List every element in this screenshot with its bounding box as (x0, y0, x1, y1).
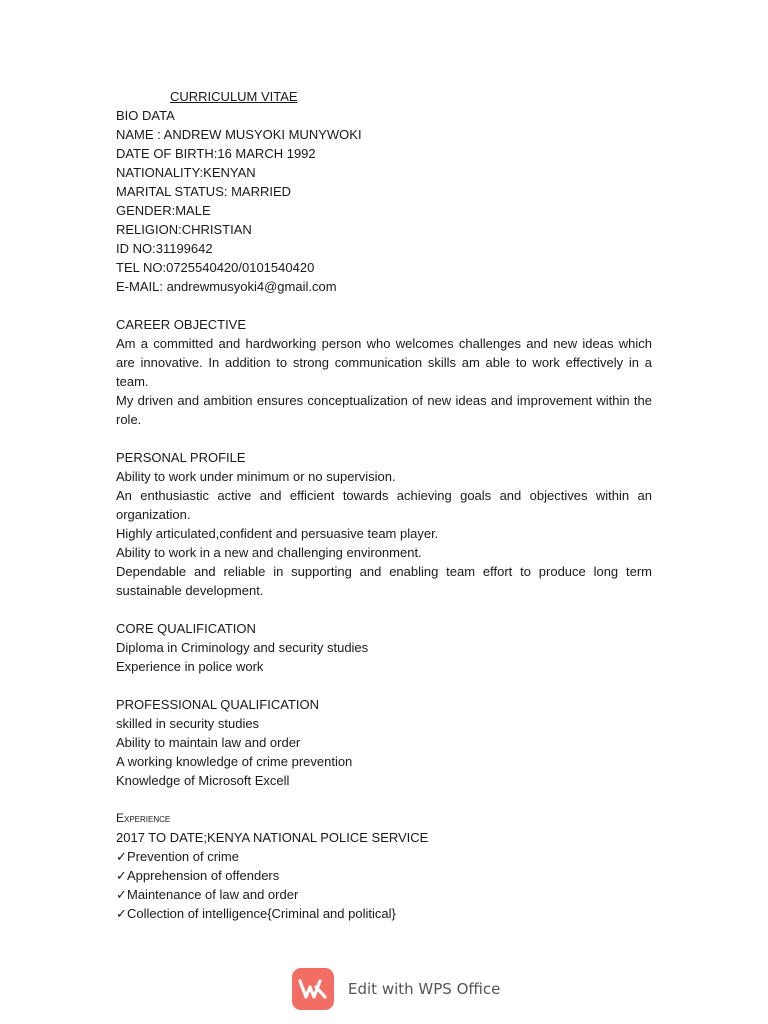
professional-line: Ability to maintain law and order (116, 735, 301, 750)
bio-line-religion: RELIGION:CHRISTIAN (116, 222, 252, 237)
experience-item (116, 904, 652, 923)
professional-line: skilled in security studies (116, 716, 260, 731)
experience-item (116, 866, 652, 885)
experience-item (116, 885, 652, 904)
bio-line-marital: MARITAL STATUS: MARRIED (116, 184, 292, 199)
experience-item (116, 847, 652, 866)
experience-heading: Experience (116, 811, 171, 825)
professional-heading: PROFESSIONAL QUALIFICATION (116, 697, 319, 712)
spacer (116, 790, 652, 809)
profile-paragraph: Ability to work under minimum or no supervision. (116, 469, 396, 484)
cv-content (116, 87, 652, 923)
experience-item-label: Prevention of crime (127, 849, 239, 864)
wps-edit-badge[interactable] (292, 968, 500, 1010)
spacer (116, 676, 652, 695)
check-icon: ✓ (116, 887, 127, 902)
experience-item-label: Maintenance of law and order (127, 887, 299, 902)
profile-paragraph: Ability to work in a new and challenging environment. (116, 545, 422, 560)
profile-heading: PERSONAL PROFILE (116, 450, 246, 465)
bio-line-tel: TEL NO:0725540420/0101540420 (116, 260, 315, 275)
wps-edit-label: Edit with WPS Office (348, 980, 501, 998)
profile-paragraph: Highly articulated,confident and persuasive team player. (116, 526, 439, 541)
bio-line-dob: DATE OF BIRTH:16 MARCH 1992 (116, 146, 316, 161)
core-line: Experience in police work (116, 659, 264, 674)
core-heading: CORE QUALIFICATION (116, 621, 256, 636)
bio-line-nationality: NATIONALITY:KENYAN (116, 165, 256, 180)
core-line: Diploma in Criminology and security studies (116, 640, 369, 655)
bio-line-name: NAME : ANDREW MUSYOKI MUNYWOKI (116, 127, 362, 142)
experience-item-label: Collection of intelligence{Criminal and political} (127, 906, 396, 921)
bio-line-id: ID NO:31199642 (116, 241, 213, 256)
bio-line-gender: GENDER:MALE (116, 203, 211, 218)
career-paragraph: Am a committed and hardworking person who welcomes challenges and new ideas which are innovative. In addition to strong communication skills am able to work effectively in a team. (116, 336, 652, 389)
experience-item-label: Apprehension of offenders (127, 868, 280, 883)
career-heading: CAREER OBJECTIVE (116, 317, 247, 332)
professional-line: Knowledge of Microsoft Excell (116, 773, 290, 788)
professional-line: A working knowledge of crime prevention (116, 754, 353, 769)
spacer (116, 600, 652, 619)
spacer (116, 296, 652, 315)
check-icon: ✓ (116, 849, 127, 864)
wps-logo-icon (292, 968, 334, 1010)
bio-heading: BIO DATA (116, 108, 175, 123)
cv-title: CURRICULUM VITAE (170, 89, 298, 104)
check-icon: ✓ (116, 906, 127, 921)
profile-paragraph: Dependable and reliable in supporting and enabling team effort to produce long term sustainable development. (116, 564, 652, 598)
experience-line: 2017 TO DATE;KENYA NATIONAL POLICE SERVICE (116, 830, 429, 845)
bio-line-email: E-MAIL: andrewmusyoki4@gmail.com (116, 279, 337, 294)
spacer (116, 429, 652, 448)
career-paragraph: My driven and ambition ensures conceptualization of new ideas and improvement within the role. (116, 393, 652, 427)
check-icon: ✓ (116, 868, 127, 883)
profile-paragraph: An enthusiastic active and efficient towards achieving goals and objectives within an organization. (116, 488, 652, 522)
